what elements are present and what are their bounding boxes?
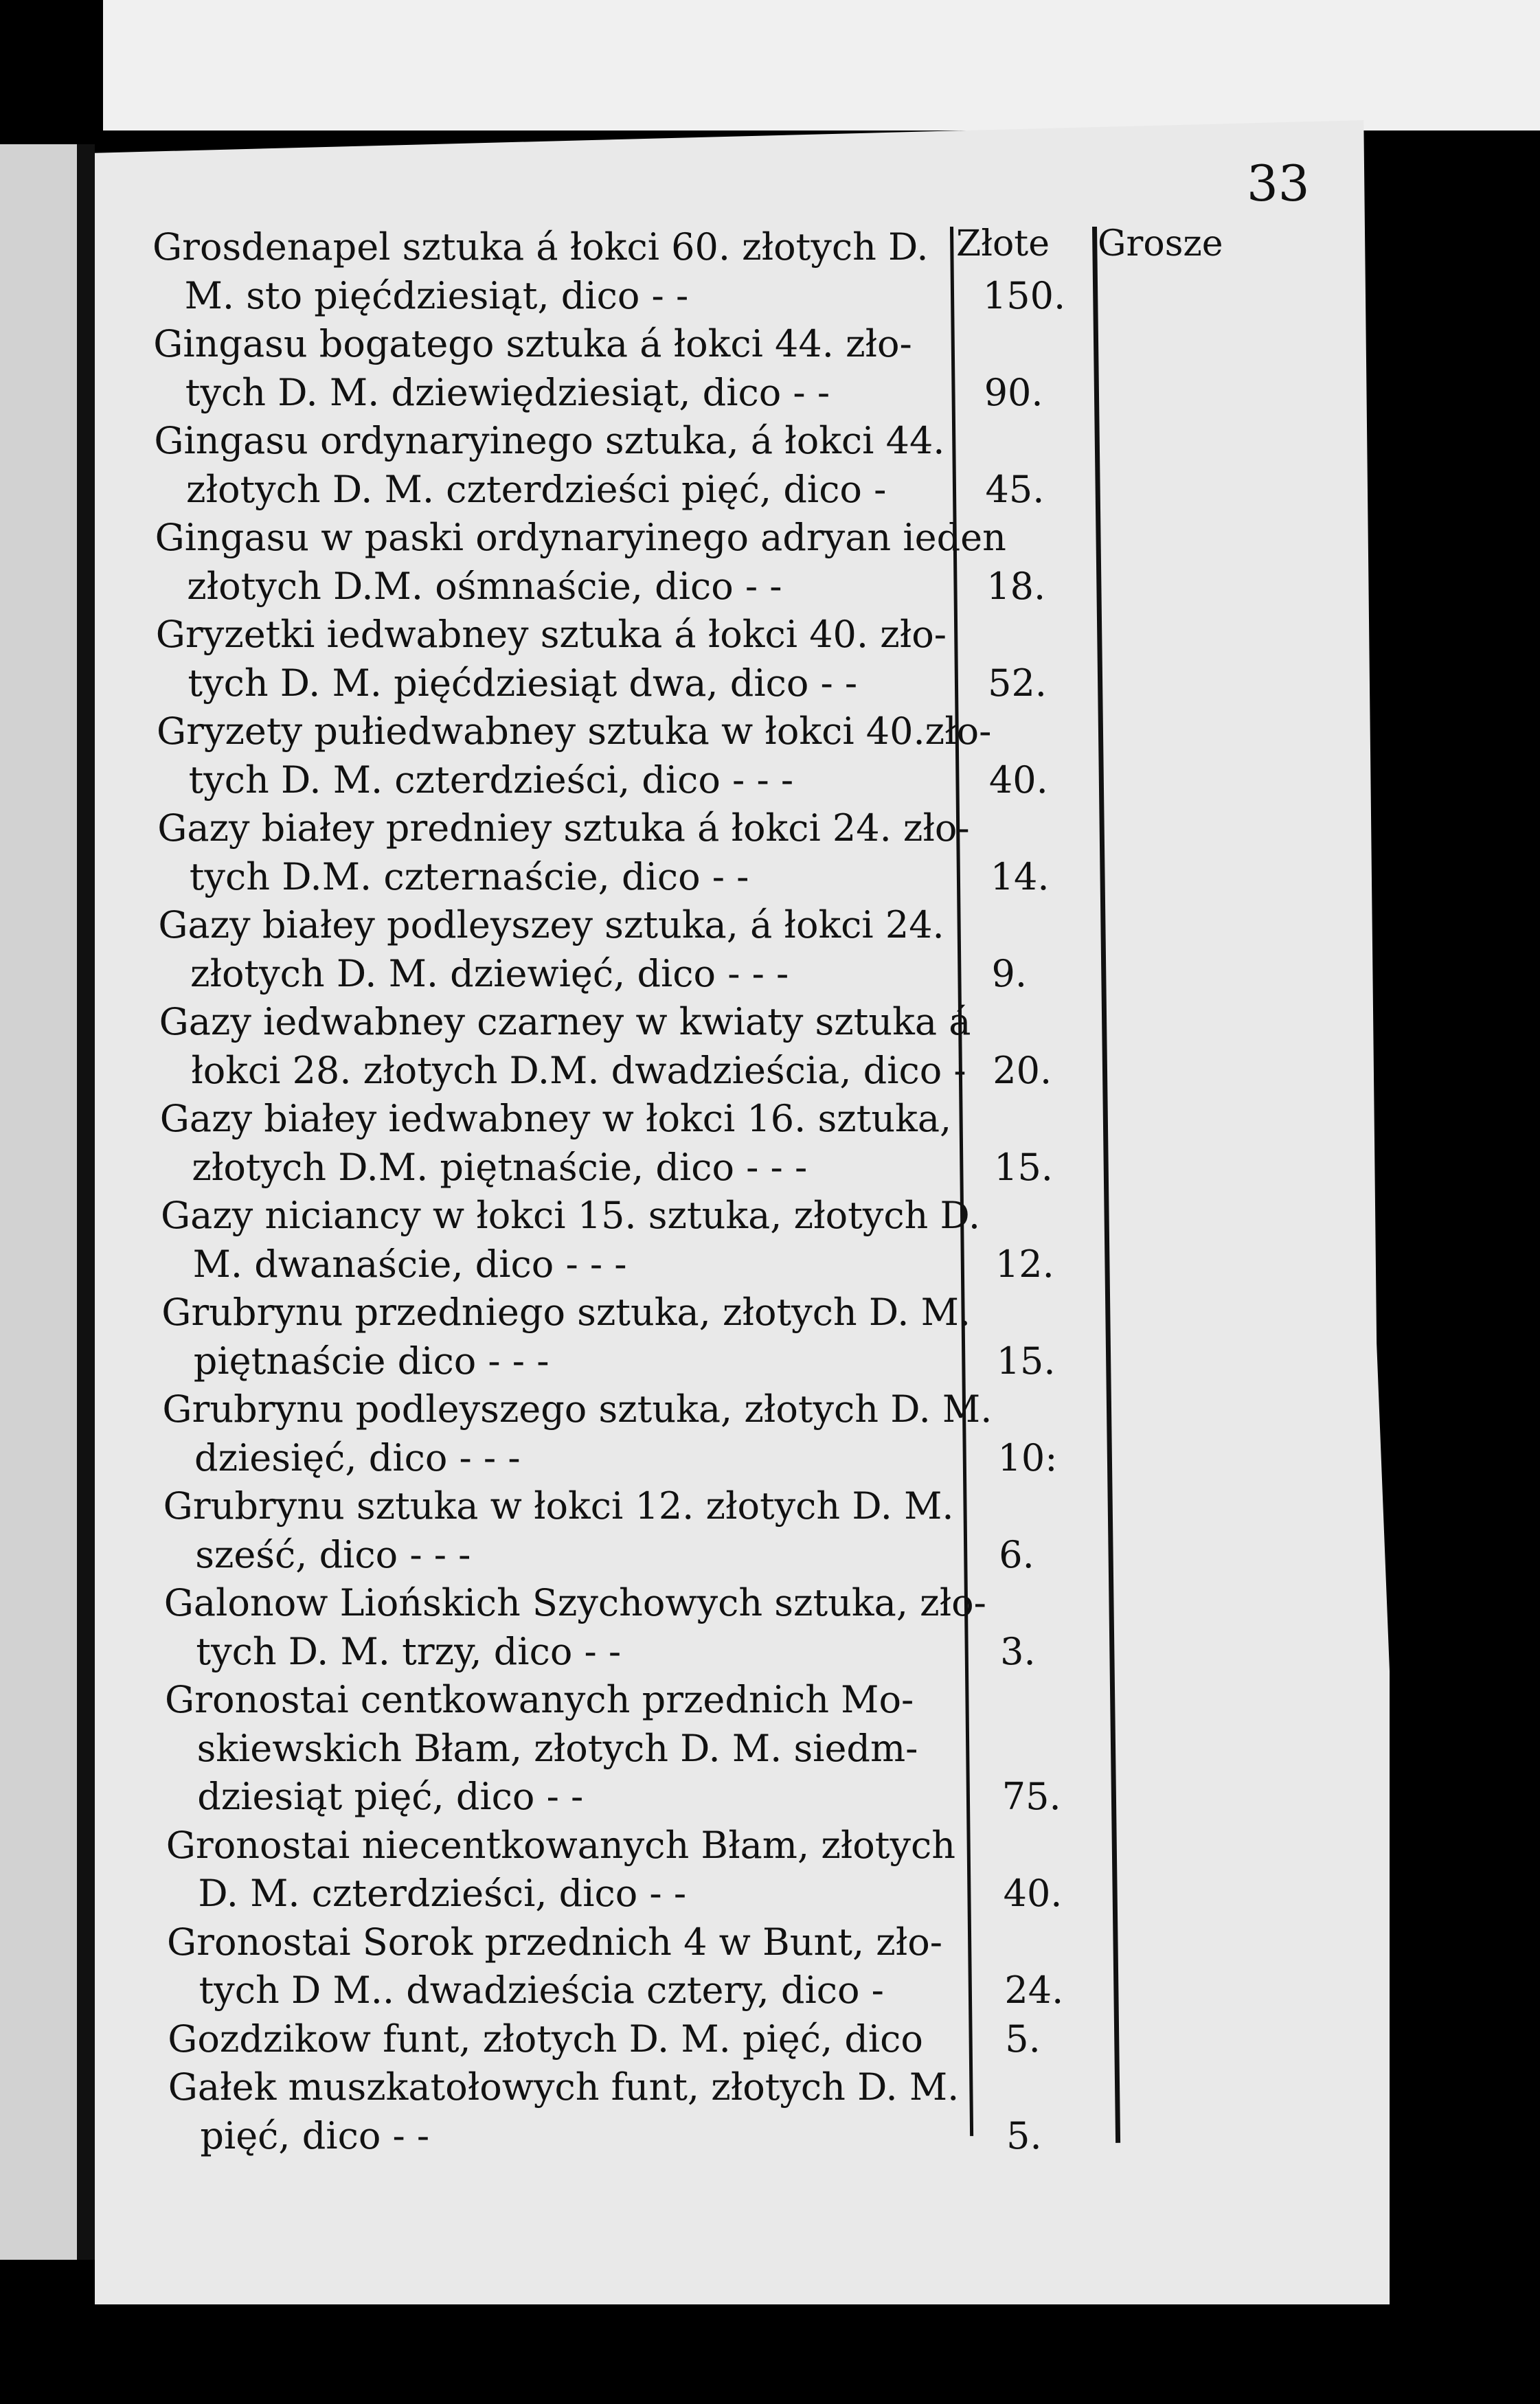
entry-text-first-line: Galonow Liońskich Szychowych sztuka, zło- [163, 1581, 986, 1624]
entry-text-continuation: pięć, dico - - [200, 2113, 430, 2157]
entry-text-continuation: M. dwanaście, dico - - - [192, 1242, 627, 1286]
entry-text-first-line: Gałek muszkatołowych funt, złotych D. M. [168, 2065, 960, 2109]
entry-text-first-line: Gingasu w paski ordynaryinego adryan ieden [155, 516, 1006, 559]
entry-text-continuation: dziesiąt pięć, dico - - [197, 1775, 584, 1818]
entry-text-first-line: Grosdenapel sztuka á łokci 60. złotych D. [152, 225, 929, 269]
entry-text-first-line: Grubrynu sztuka w łokci 12. złotych D. M. [163, 1484, 954, 1528]
zlote-amount: 20. [993, 1048, 1052, 1092]
entry-text-first-line: Grubrynu przedniego sztuka, złotych D. M. [161, 1291, 971, 1334]
zlote-amount: 5. [1005, 2017, 1041, 2061]
entry-text-continuation: sześć, dico - - - [195, 1532, 471, 1576]
entry-text-continuation: złotych D. M. dziewięć, dico - - - [190, 951, 789, 995]
zlote-amount: 40. [1003, 1872, 1063, 1915]
zlote-amount: 10: [997, 1436, 1058, 1479]
zlote-amount: 12. [995, 1242, 1054, 1286]
page-gutter [77, 144, 95, 2260]
entry-text-continuation: tych D M.. dwadzieścia cztery, dico - [199, 1969, 884, 2012]
entry-text-first-line: Gozdzikow funt, złotych D. M. pięć, dico [168, 2017, 923, 2061]
scan-top-strip [103, 0, 1540, 131]
zlote-amount: 40. [988, 758, 1048, 802]
zlote-amount: 150. [982, 273, 1066, 317]
entry-text-first-line: Gronostai Sorok przednich 4 w Bunt, zło- [167, 1920, 942, 1964]
entry-text-continuation: łokci 28. złotych D.M. dwadzieścia, dico - [191, 1048, 966, 1092]
entry-text-continuation: M. sto pięćdziesiąt, dico - - [184, 273, 689, 317]
entry-text-first-line: Gazy niciancy w łokci 15. sztuka, złotych D. [161, 1194, 981, 1237]
entry-text-continuation: złotych D.M. ośmnaście, dico - - [187, 564, 782, 608]
entry-text-continuation: złotych D.M. piętnaście, dico - - - [192, 1145, 808, 1189]
previous-page-edge [0, 144, 77, 2260]
entry-text-continuation: piętnaście dico - - - [193, 1339, 550, 1383]
entry-text-first-line: Grubrynu podleyszego sztuka, złotych D. M. [162, 1387, 993, 1431]
entry-text-first-line: Gronostai niecentkowanych Błam, złotych [166, 1823, 956, 1867]
entry-text-continuation: tych D. M. czterdzieści, dico - - - [188, 758, 794, 802]
entry-text-first-line: Gryzety pułiedwabney sztuka w łokci 40.zło- [157, 710, 992, 753]
entry-text-continuation: złotych D. M. czterdzieści pięć, dico - [186, 467, 887, 511]
zlote-amount: 15. [994, 1145, 1053, 1189]
zlote-amount: 52. [988, 661, 1047, 705]
entry-text-continuation: dziesięć, dico - - - [194, 1436, 521, 1479]
entry-text-continuation: tych D. M. trzy, dico - - [196, 1629, 622, 1673]
column-header-grosze: Grosze [1098, 223, 1223, 264]
entry-text-first-line: Gronostai centkowanych przednich Mo- [165, 1678, 914, 1721]
entry-text-first-line: Gazy białey iedwabney w łokci 16. sztuka, [159, 1097, 952, 1140]
zlote-amount: 45. [985, 467, 1045, 511]
entry-text-continuation: D. M. czterdzieści, dico - - [198, 1872, 687, 1915]
entry-text-first-line: Gryzetki iedwabney sztuka á łokci 40. zło- [155, 613, 947, 656]
column-header-zlote: Złote [956, 223, 1050, 264]
entry-text-first-line: Gingasu bogatego sztuka á łokci 44. zło- [153, 322, 912, 365]
zlote-amount: 24. [1004, 1969, 1064, 2012]
entry-text-first-line: Gingasu ordynaryinego sztuka, á łokci 44. [154, 419, 945, 462]
entry-text-continuation: skiewskich Błam, złotych D. M. siedm- [196, 1726, 918, 1770]
zlote-amount: 6. [999, 1532, 1034, 1576]
entry-text-continuation: tych D. M. dziewiędziesiąt, dico - - [185, 370, 830, 414]
entry-text-continuation: tych D. M. pięćdziesiąt dwa, dico - - [188, 661, 858, 705]
page-number: 33 [1247, 155, 1310, 212]
entry-text-continuation: tych D.M. czternaście, dico - - [189, 854, 749, 898]
zlote-amount: 5. [1006, 2113, 1042, 2157]
zlote-amount: 14. [990, 854, 1050, 898]
zlote-amount: 90. [984, 370, 1043, 414]
entry-text-first-line: Gazy iedwabney czarney w kwiaty sztuka á [159, 1000, 971, 1043]
entry-text-first-line: Gazy białey podleyszey sztuka, á łokci 24. [158, 903, 944, 946]
zlote-amount: 3. [1000, 1629, 1036, 1673]
zlote-amount: 75. [1001, 1775, 1061, 1818]
zlote-amount: 9. [991, 951, 1028, 995]
zlote-amount: 15. [996, 1339, 1056, 1383]
zlote-amount: 18. [986, 564, 1046, 608]
entry-text-first-line: Gazy białey predniey sztuka á łokci 24. zło- [157, 806, 970, 850]
